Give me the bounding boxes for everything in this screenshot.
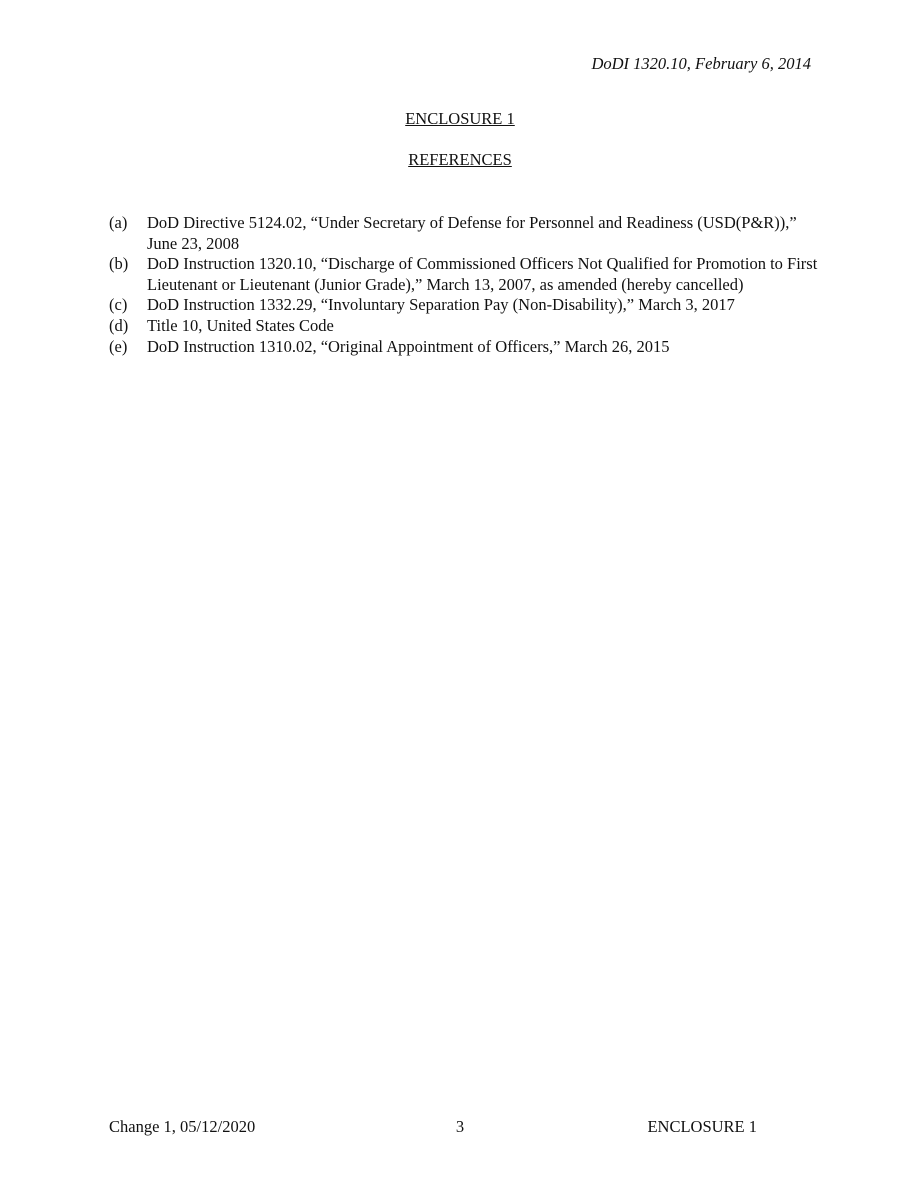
footer-enclosure: ENCLOSURE 1: [647, 1117, 757, 1136]
footer-page-number: 3: [455, 1117, 465, 1136]
reference-item: [109, 316, 829, 337]
reference-item: [109, 254, 829, 295]
running-header: DoDI 1320.10, February 6, 2014: [591, 54, 811, 73]
reference-text: DoD Instruction 1310.02, “Original Appointment of Officers,” March 26, 2015: [147, 336, 670, 356]
enclosure-title: ENCLOSURE 1: [405, 109, 515, 128]
reference-label: (a): [109, 213, 128, 232]
reference-text: DoD Directive 5124.02, “Under Secretary of Defense for Personnel and Readiness (USD(P&R)),” June 23, 2008: [147, 213, 797, 253]
reference-text: Title 10, United States Code: [147, 315, 334, 335]
reference-label: (d): [109, 315, 129, 335]
reference-label: (c): [109, 295, 128, 315]
reference-item: [109, 295, 829, 316]
reference-list: [109, 213, 829, 357]
reference-text: DoD Instruction 1332.29, “Involuntary Separation Pay (Non-Disability),” March 3, 2017: [147, 295, 735, 315]
section-title: REFERENCES: [408, 150, 512, 169]
reference-text: DoD Instruction 1320.10, “Discharge of Commissioned Officers Not Qualified for Promotion to First Lieutenant or Lieutenant (Junior Grade),” March 13, 2007, as amended (hereby cancelled): [147, 254, 818, 294]
reference-item: [109, 337, 829, 358]
footer-change: Change 1, 05/12/2020: [109, 1117, 256, 1136]
reference-label: (e): [109, 336, 128, 356]
reference-item: [109, 213, 829, 254]
reference-label: (b): [109, 254, 129, 274]
